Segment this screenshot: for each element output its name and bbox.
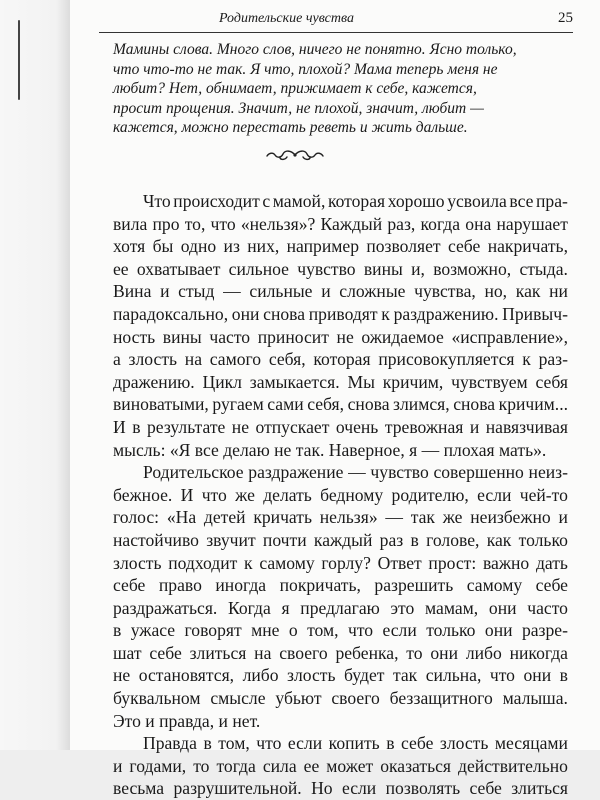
text-line: Родительское раздражение — чувство совершенно неиз-	[143, 462, 568, 483]
text-line: дражению. Цикл замыкается. Мы кричим, чувствуем себя	[113, 371, 568, 392]
text-line: шат себе злиться на своего ребенка, то они либо никогда	[113, 642, 568, 663]
epigraph-line: Мамины слова. Много слов, ничего не понятно. Ясно только,	[113, 41, 517, 58]
text-line: а злость на самого себя, которая присовокупляется к раз-	[113, 349, 568, 370]
page-header	[99, 8, 573, 33]
running-title: Родительские чувства	[219, 11, 354, 26]
epigraph-line: кажется, можно перестать реветь и жить дальше.	[113, 119, 468, 136]
text-line: ее охватывает сильное чувство вины и, возможно, стыда.	[113, 258, 568, 279]
text-line: хотя бы одно из них, например позволяет себе накричать,	[113, 236, 568, 257]
paragraph	[113, 732, 568, 800]
epigraph-line: просит прощения. Значит, не плохой, значит, любит —	[113, 99, 484, 117]
gutter-shadow-line	[18, 20, 20, 100]
text-line: Что происходит с мамой, которая хорошо усвоила все пра-	[143, 191, 568, 211]
book-spine-gutter	[0, 0, 70, 750]
text-line: настойчиво звучит почти каждый раз в голове, как только	[113, 529, 568, 550]
text-line: раздражаться. Когда я предлагаю это мамам, они часто	[113, 597, 568, 618]
paragraph	[113, 461, 568, 732]
text-line: Это и правда, и нет.	[113, 710, 261, 731]
main-body-text	[113, 190, 568, 800]
text-line: мысль: «Я все делаю не так. Наверное, я — плохая мать».	[113, 439, 547, 460]
text-line: голос: «На детей кричать нельзя» — так же неизбежно и	[113, 507, 568, 528]
text-line: весьма разрушительной. Но если позволять себе злиться	[113, 778, 568, 799]
text-line: ность вины часто приносит не ожидаемое «исправление»,	[113, 326, 568, 347]
text-line: Вина и стыд — сильные и сложные чувства, но, как ни	[113, 281, 568, 302]
text-line: злость подходит к самому горлу? Ответ прост: важно дать	[113, 552, 568, 573]
text-line: парадоксально, они снова приводят к раздражению. Привыч-	[113, 303, 568, 324]
text-line: и годами, то тогда сила ее может оказаться действительно	[113, 755, 568, 776]
page-number: 25	[558, 10, 573, 26]
text-line: не остановятся, либо злость будет так сильна, что они в	[113, 665, 568, 686]
text-line: в ужасе говорят мне о том, что если только они разре-	[113, 620, 568, 641]
text-line: бежное. И что же делать бедному родителю, если чей-то	[113, 484, 568, 505]
text-line: себе право иногда покричать, разрешить самому себе	[113, 575, 568, 596]
fleuron-ornament-icon	[265, 148, 325, 162]
text-line: И в результате не отпускает очень тревожная и навязчивая	[113, 416, 568, 437]
text-line: Правда в том, что если копить в себе злость месяцами	[143, 733, 568, 754]
text-line: вила про то, что «нельзя»? Каждый раз, когда она нарушает	[113, 213, 568, 234]
book-page	[70, 0, 600, 799]
text-line: буквальном смысле убьют своего беззащитного малыша.	[113, 688, 568, 709]
epigraph-line: что что-то не так. Я что, плохой? Мама теперь меня не	[113, 60, 498, 78]
epigraph-line: любит? Нет, обнимает, прижимает к себе, кажется,	[113, 80, 477, 97]
paragraph	[113, 190, 568, 461]
text-line: виноватыми, ругаем сами себя, снова злимся, снова кричим...	[113, 394, 568, 415]
epigraph-italic-quote	[113, 40, 553, 138]
